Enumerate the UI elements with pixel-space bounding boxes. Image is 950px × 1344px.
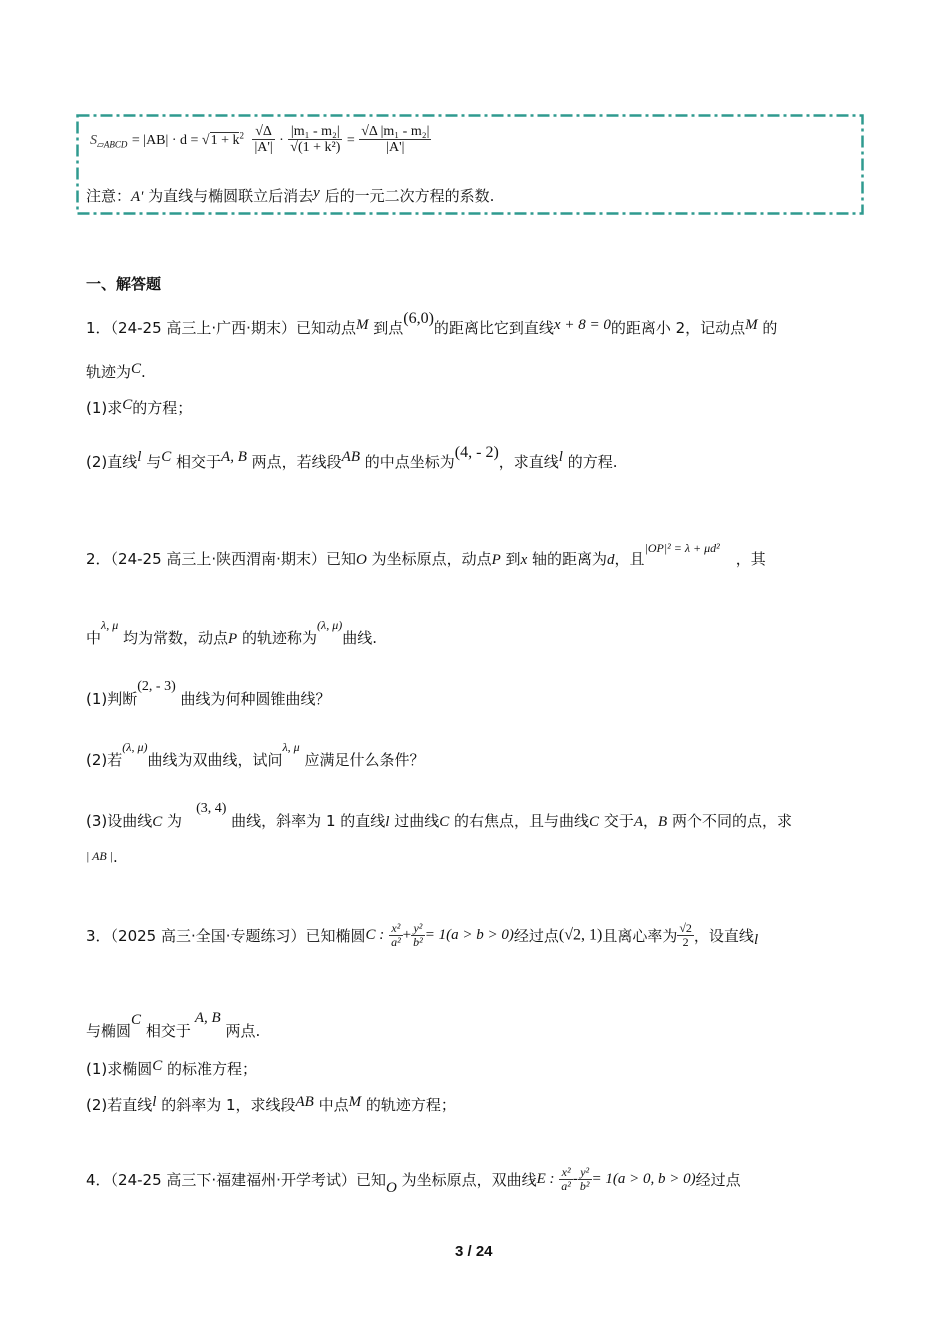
q4-frac-x: $\frac{\text{x²}}{\text{a²}}$ bbox=[561, 1165, 571, 1194]
q4-line-1: 4．（24-25 高三下·福建福州·开学考试）已知O 为坐标原点，双曲线E : $\frac{\text{x²}}{\text{a²}}$ - $\frac{\text{y²}}{\text{b²}}$ = 1(a > 0, b > 0)经过点 bbox=[86, 1165, 741, 1197]
q3-frac-ecc: $\frac{√2}{2}$ bbox=[679, 921, 692, 950]
q1-line-2: 轨迹为C. bbox=[86, 361, 146, 381]
q1-part-2: (2)直线l 与C 相交于A, B 两点，若线段AB 的中点坐标为(4, - 2)，求直线l 的方程. bbox=[86, 444, 618, 471]
q2-part-3: (3)设曲线C 为(3, 4) 曲线，斜率为 1 的直线l 过曲线C 的右焦点，且与曲线C 交于A，B 两个不同的点，求 bbox=[86, 801, 793, 830]
q1-line-1: 1．（24-25 高三上·广西·期末）已知动点M 到点(6,0)的距离比它到直线x + 8 = 0的距离小 2，记动点M 的 bbox=[86, 310, 778, 337]
q1-part-1: (1)求C的方程； bbox=[86, 397, 193, 417]
q2-part-1: (1)判断(2, - 3) 曲线为何种圆锥曲线？ bbox=[86, 679, 331, 708]
formula-area-symbol: S bbox=[90, 132, 97, 148]
formula-frac-2: $\frac{\text{|m₁ - m₂|}}{\text{√(1 + k²)}}$ bbox=[290, 124, 341, 156]
formula-equals: = bbox=[346, 132, 355, 148]
q3-frac-x: $\frac{\text{x²}}{\text{a²}}$ bbox=[391, 921, 401, 950]
q3-part-1: (1)求椭圆C 的标准方程； bbox=[86, 1058, 258, 1078]
q2-part-3-cont: | AB |. bbox=[86, 848, 118, 866]
area-formula: $S_{▱ABCD} = |AB| \cdot d = √1 + k^2$ $\frac{√\Delta}{|A'|}$ · $\frac{\text{|m₁ - m₂|}}{\text{√(1 + k²)}}$ = $\frac{\text{√Δ |m₁ - m₂|}}{|A'|}$ bbox=[90, 124, 430, 156]
formula-segment: = |AB| · d = bbox=[131, 132, 202, 148]
formula-frac-3: $\frac{\text{√Δ |m₁ - m₂|}}{|A'|}$ bbox=[361, 124, 430, 156]
formula-subscript: ▱ABCD bbox=[97, 139, 128, 150]
page-number: 3 / 24 bbox=[455, 1243, 493, 1260]
formula-sqrt: $√1 + k^2$ bbox=[201, 130, 244, 148]
note-line: 注意：A' 为直线与椭圆联立后消去y 后的一元二次方程的系数. bbox=[86, 185, 495, 205]
section-title: 一、解答题 bbox=[86, 275, 162, 293]
q3-line-2: 与椭圆C 相交于A, B 两点. bbox=[86, 1010, 261, 1040]
q2-line-1: 2．（24-25 高三上·陕西渭南·期末）已知O 为坐标原点，动点P 到x 轴的距离为d，且$^{|OP|^2 = \lambda + \mu d^2}$，其 bbox=[86, 541, 766, 568]
q3-part-2: (2)若直线l 的斜率为 1，求线段AB 中点M 的轨迹方程； bbox=[86, 1094, 456, 1114]
q2-line-2: 中$^{\lambda, \mu}$ 均为常数，动点P 的轨迹称为$^{(\lambda, \mu)}$曲线. bbox=[86, 618, 378, 647]
formula-frac-1: $\frac{√\Delta}{|A'|}$ bbox=[254, 124, 273, 156]
q4-frac-y: $\frac{\text{y²}}{\text{b²}}$ bbox=[579, 1165, 590, 1194]
q3-frac-y: $\frac{\text{y²}}{\text{b²}}$ bbox=[413, 921, 423, 950]
q2-part-2: (2)若$^{(\lambda, \mu)}$曲线为双曲线，试问$^{\lambda, \mu}$ 应满足什么条件？ bbox=[86, 740, 425, 769]
q3-line-1: 3．（2025 高三·全国·专题练习）已知椭圆C : $\frac{\text{x²}}{\text{a²}}$ + $\frac{\text{y²}}{\text{b²}}$ = 1(a > b > 0)经过点(√2, 1)且离心率为 $\frac{√2}{2}$ ，设直线l bbox=[86, 921, 759, 950]
